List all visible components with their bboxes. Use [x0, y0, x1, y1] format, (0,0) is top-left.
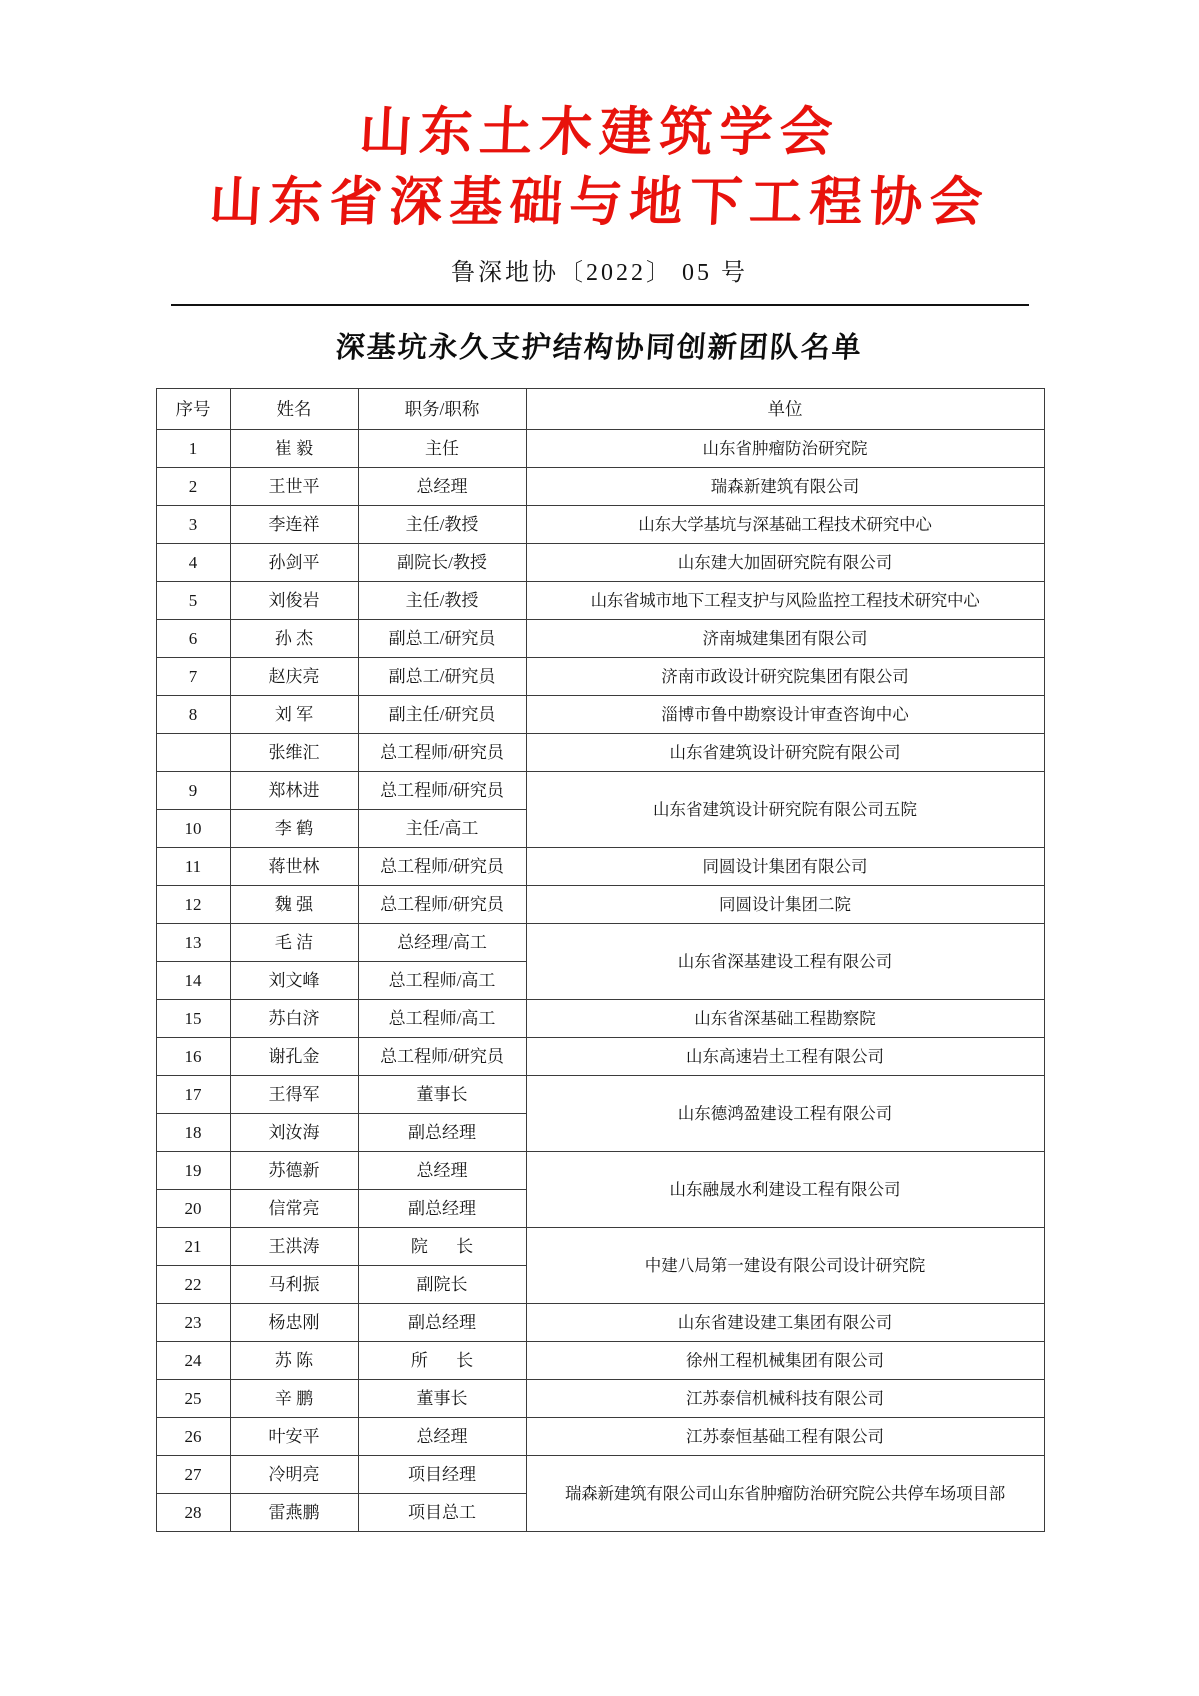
cell-name: 崔 毅: [230, 430, 358, 468]
cell-title: 主任/高工: [358, 810, 526, 848]
cell-name: 苏白济: [230, 1000, 358, 1038]
cell-title: 副院长/教授: [358, 544, 526, 582]
table-header-row: [156, 389, 1044, 430]
roster-table-body: [156, 430, 1044, 1532]
cell-name: 杨忠刚: [230, 1304, 358, 1342]
roster-table-container: [156, 388, 1044, 1532]
cell-name: 叶安平: [230, 1418, 358, 1456]
cell-title: 总工程师/研究员: [358, 848, 526, 886]
table-row: [156, 1418, 1044, 1456]
cell-unit-merged: 山东省建筑设计研究院有限公司五院: [526, 772, 1044, 848]
cell-unit: 淄博市鲁中勘察设计审查咨询中心: [526, 696, 1044, 734]
cell-name: 马利振: [230, 1266, 358, 1304]
cell-title: 副总经理: [358, 1114, 526, 1152]
cell-index: 11: [156, 848, 230, 886]
table-row: [156, 1304, 1044, 1342]
cell-name: 苏德新: [230, 1152, 358, 1190]
cell-title: 副总经理: [358, 1304, 526, 1342]
cell-name: 刘 军: [230, 696, 358, 734]
cell-index: 23: [156, 1304, 230, 1342]
cell-index: 1: [156, 430, 230, 468]
cell-name: 毛 洁: [230, 924, 358, 962]
cell-name: 李 鹤: [230, 810, 358, 848]
cell-title: 总工程师/研究员: [358, 1038, 526, 1076]
table-row: [156, 506, 1044, 544]
cell-title: 总工程师/研究员: [358, 734, 526, 772]
cell-index: 7: [156, 658, 230, 696]
cell-title: 总经理: [358, 468, 526, 506]
cell-index: 20: [156, 1190, 230, 1228]
letterhead: [0, 0, 1199, 306]
column-header-name: 姓名: [230, 389, 358, 430]
cell-unit-merged: 山东省深基建设工程有限公司: [526, 924, 1044, 1000]
cell-unit: 山东大学基坑与深基础工程技术研究中心: [526, 506, 1044, 544]
cell-index: 3: [156, 506, 230, 544]
cell-unit: 徐州工程机械集团有限公司: [526, 1342, 1044, 1380]
document-number: 鲁深地协〔2022〕 05 号: [451, 260, 748, 287]
cell-title: 院 长: [358, 1228, 526, 1266]
cell-name: 张维汇: [230, 734, 358, 772]
cell-title: 董事长: [358, 1380, 526, 1418]
cell-index: 10: [156, 810, 230, 848]
cell-title: 总经理: [358, 1418, 526, 1456]
table-row: [156, 1342, 1044, 1380]
cell-unit: 济南市政设计研究院集团有限公司: [526, 658, 1044, 696]
cell-unit: 瑞森新建筑有限公司: [526, 468, 1044, 506]
cell-title: 项目总工: [358, 1494, 526, 1532]
cell-index: 16: [156, 1038, 230, 1076]
cell-title: 总工程师/高工: [358, 1000, 526, 1038]
cell-unit: 山东省深基础工程勘察院: [526, 1000, 1044, 1038]
cell-title: 主任/教授: [358, 506, 526, 544]
cell-unit: 济南城建集团有限公司: [526, 620, 1044, 658]
cell-title: 副总工/研究员: [358, 620, 526, 658]
cell-index: 14: [156, 962, 230, 1000]
cell-name: 孙剑平: [230, 544, 358, 582]
roster-table: [156, 388, 1045, 1532]
cell-unit: 山东省建筑设计研究院有限公司: [526, 734, 1044, 772]
table-row: [156, 1228, 1044, 1266]
cell-unit: 同圆设计集团二院: [526, 886, 1044, 924]
cell-unit: 山东省肿瘤防治研究院: [526, 430, 1044, 468]
organization-name-secondary: 山东省深基础与地下工程协会: [207, 171, 992, 234]
table-row: [156, 1076, 1044, 1114]
table-row: [156, 582, 1044, 620]
cell-index: 4: [156, 544, 230, 582]
cell-title: 总工程师/高工: [358, 962, 526, 1000]
cell-index: 25: [156, 1380, 230, 1418]
cell-unit-merged: 山东融晟水利建设工程有限公司: [526, 1152, 1044, 1228]
letterhead-divider: [171, 304, 1029, 306]
cell-title: 主任/教授: [358, 582, 526, 620]
table-row: [156, 924, 1044, 962]
table-row: [156, 1380, 1044, 1418]
cell-index: [156, 734, 230, 772]
cell-index: 28: [156, 1494, 230, 1532]
table-row: [156, 772, 1044, 810]
cell-unit-merged: 瑞森新建筑有限公司山东省肿瘤防治研究院公共停车场项目部: [526, 1456, 1044, 1532]
cell-index: 24: [156, 1342, 230, 1380]
column-header-index: 序号: [156, 389, 230, 430]
cell-name: 谢孔金: [230, 1038, 358, 1076]
cell-unit-merged: 中建八局第一建设有限公司设计研究院: [526, 1228, 1044, 1304]
cell-unit: 山东高速岩土工程有限公司: [526, 1038, 1044, 1076]
cell-name: 苏 陈: [230, 1342, 358, 1380]
table-row: [156, 1456, 1044, 1494]
cell-name: 刘文峰: [230, 962, 358, 1000]
organization-name-primary: 山东土木建筑学会: [357, 101, 842, 163]
table-row: [156, 734, 1044, 772]
cell-unit: 江苏泰信机械科技有限公司: [526, 1380, 1044, 1418]
cell-unit-merged: 山东德鸿盈建设工程有限公司: [526, 1076, 1044, 1152]
column-header-title: 职务/职称: [358, 389, 526, 430]
table-row: [156, 430, 1044, 468]
cell-name: 赵庆亮: [230, 658, 358, 696]
cell-title: 主任: [358, 430, 526, 468]
column-header-unit: 单位: [526, 389, 1044, 430]
cell-index: 18: [156, 1114, 230, 1152]
cell-title: 副总工/研究员: [358, 658, 526, 696]
cell-index: 26: [156, 1418, 230, 1456]
table-row: [156, 886, 1044, 924]
cell-title: 所 长: [358, 1342, 526, 1380]
cell-index: 9: [156, 772, 230, 810]
cell-index: 13: [156, 924, 230, 962]
cell-title: 副总经理: [358, 1190, 526, 1228]
cell-index: 15: [156, 1000, 230, 1038]
table-row: [156, 544, 1044, 582]
cell-index: 17: [156, 1076, 230, 1114]
cell-name: 冷明亮: [230, 1456, 358, 1494]
cell-name: 王世平: [230, 468, 358, 506]
cell-unit: 同圆设计集团有限公司: [526, 848, 1044, 886]
cell-name: 魏 强: [230, 886, 358, 924]
cell-name: 王洪涛: [230, 1228, 358, 1266]
table-row: [156, 620, 1044, 658]
table-row: [156, 1038, 1044, 1076]
cell-index: 5: [156, 582, 230, 620]
table-row: [156, 1152, 1044, 1190]
cell-name: 孙 杰: [230, 620, 358, 658]
cell-name: 郑林进: [230, 772, 358, 810]
table-row: [156, 696, 1044, 734]
cell-unit: 江苏泰恒基础工程有限公司: [526, 1418, 1044, 1456]
cell-index: 12: [156, 886, 230, 924]
cell-title: 总经理/高工: [358, 924, 526, 962]
cell-unit: 山东省城市地下工程支护与风险监控工程技术研究中心: [526, 582, 1044, 620]
cell-unit: 山东建大加固研究院有限公司: [526, 544, 1044, 582]
cell-name: 刘俊岩: [230, 582, 358, 620]
cell-index: 27: [156, 1456, 230, 1494]
cell-index: 2: [156, 468, 230, 506]
cell-title: 项目经理: [358, 1456, 526, 1494]
cell-title: 董事长: [358, 1076, 526, 1114]
cell-title: 副主任/研究员: [358, 696, 526, 734]
cell-name: 信常亮: [230, 1190, 358, 1228]
cell-name: 辛 鹏: [230, 1380, 358, 1418]
cell-name: 李连祥: [230, 506, 358, 544]
cell-title: 总工程师/研究员: [358, 886, 526, 924]
cell-index: 19: [156, 1152, 230, 1190]
cell-name: 雷燕鹏: [230, 1494, 358, 1532]
cell-index: 8: [156, 696, 230, 734]
table-row: [156, 658, 1044, 696]
cell-title: 总工程师/研究员: [358, 772, 526, 810]
cell-unit: 山东省建设建工集团有限公司: [526, 1304, 1044, 1342]
table-row: [156, 848, 1044, 886]
cell-index: 21: [156, 1228, 230, 1266]
cell-index: 6: [156, 620, 230, 658]
cell-title: 副院长: [358, 1266, 526, 1304]
table-row: [156, 468, 1044, 506]
cell-name: 蒋世林: [230, 848, 358, 886]
cell-name: 王得军: [230, 1076, 358, 1114]
page-title: 深基坑永久支护结构协同创新团队名单: [334, 330, 865, 365]
table-row: [156, 1000, 1044, 1038]
cell-index: 22: [156, 1266, 230, 1304]
cell-name: 刘汝海: [230, 1114, 358, 1152]
cell-title: 总经理: [358, 1152, 526, 1190]
